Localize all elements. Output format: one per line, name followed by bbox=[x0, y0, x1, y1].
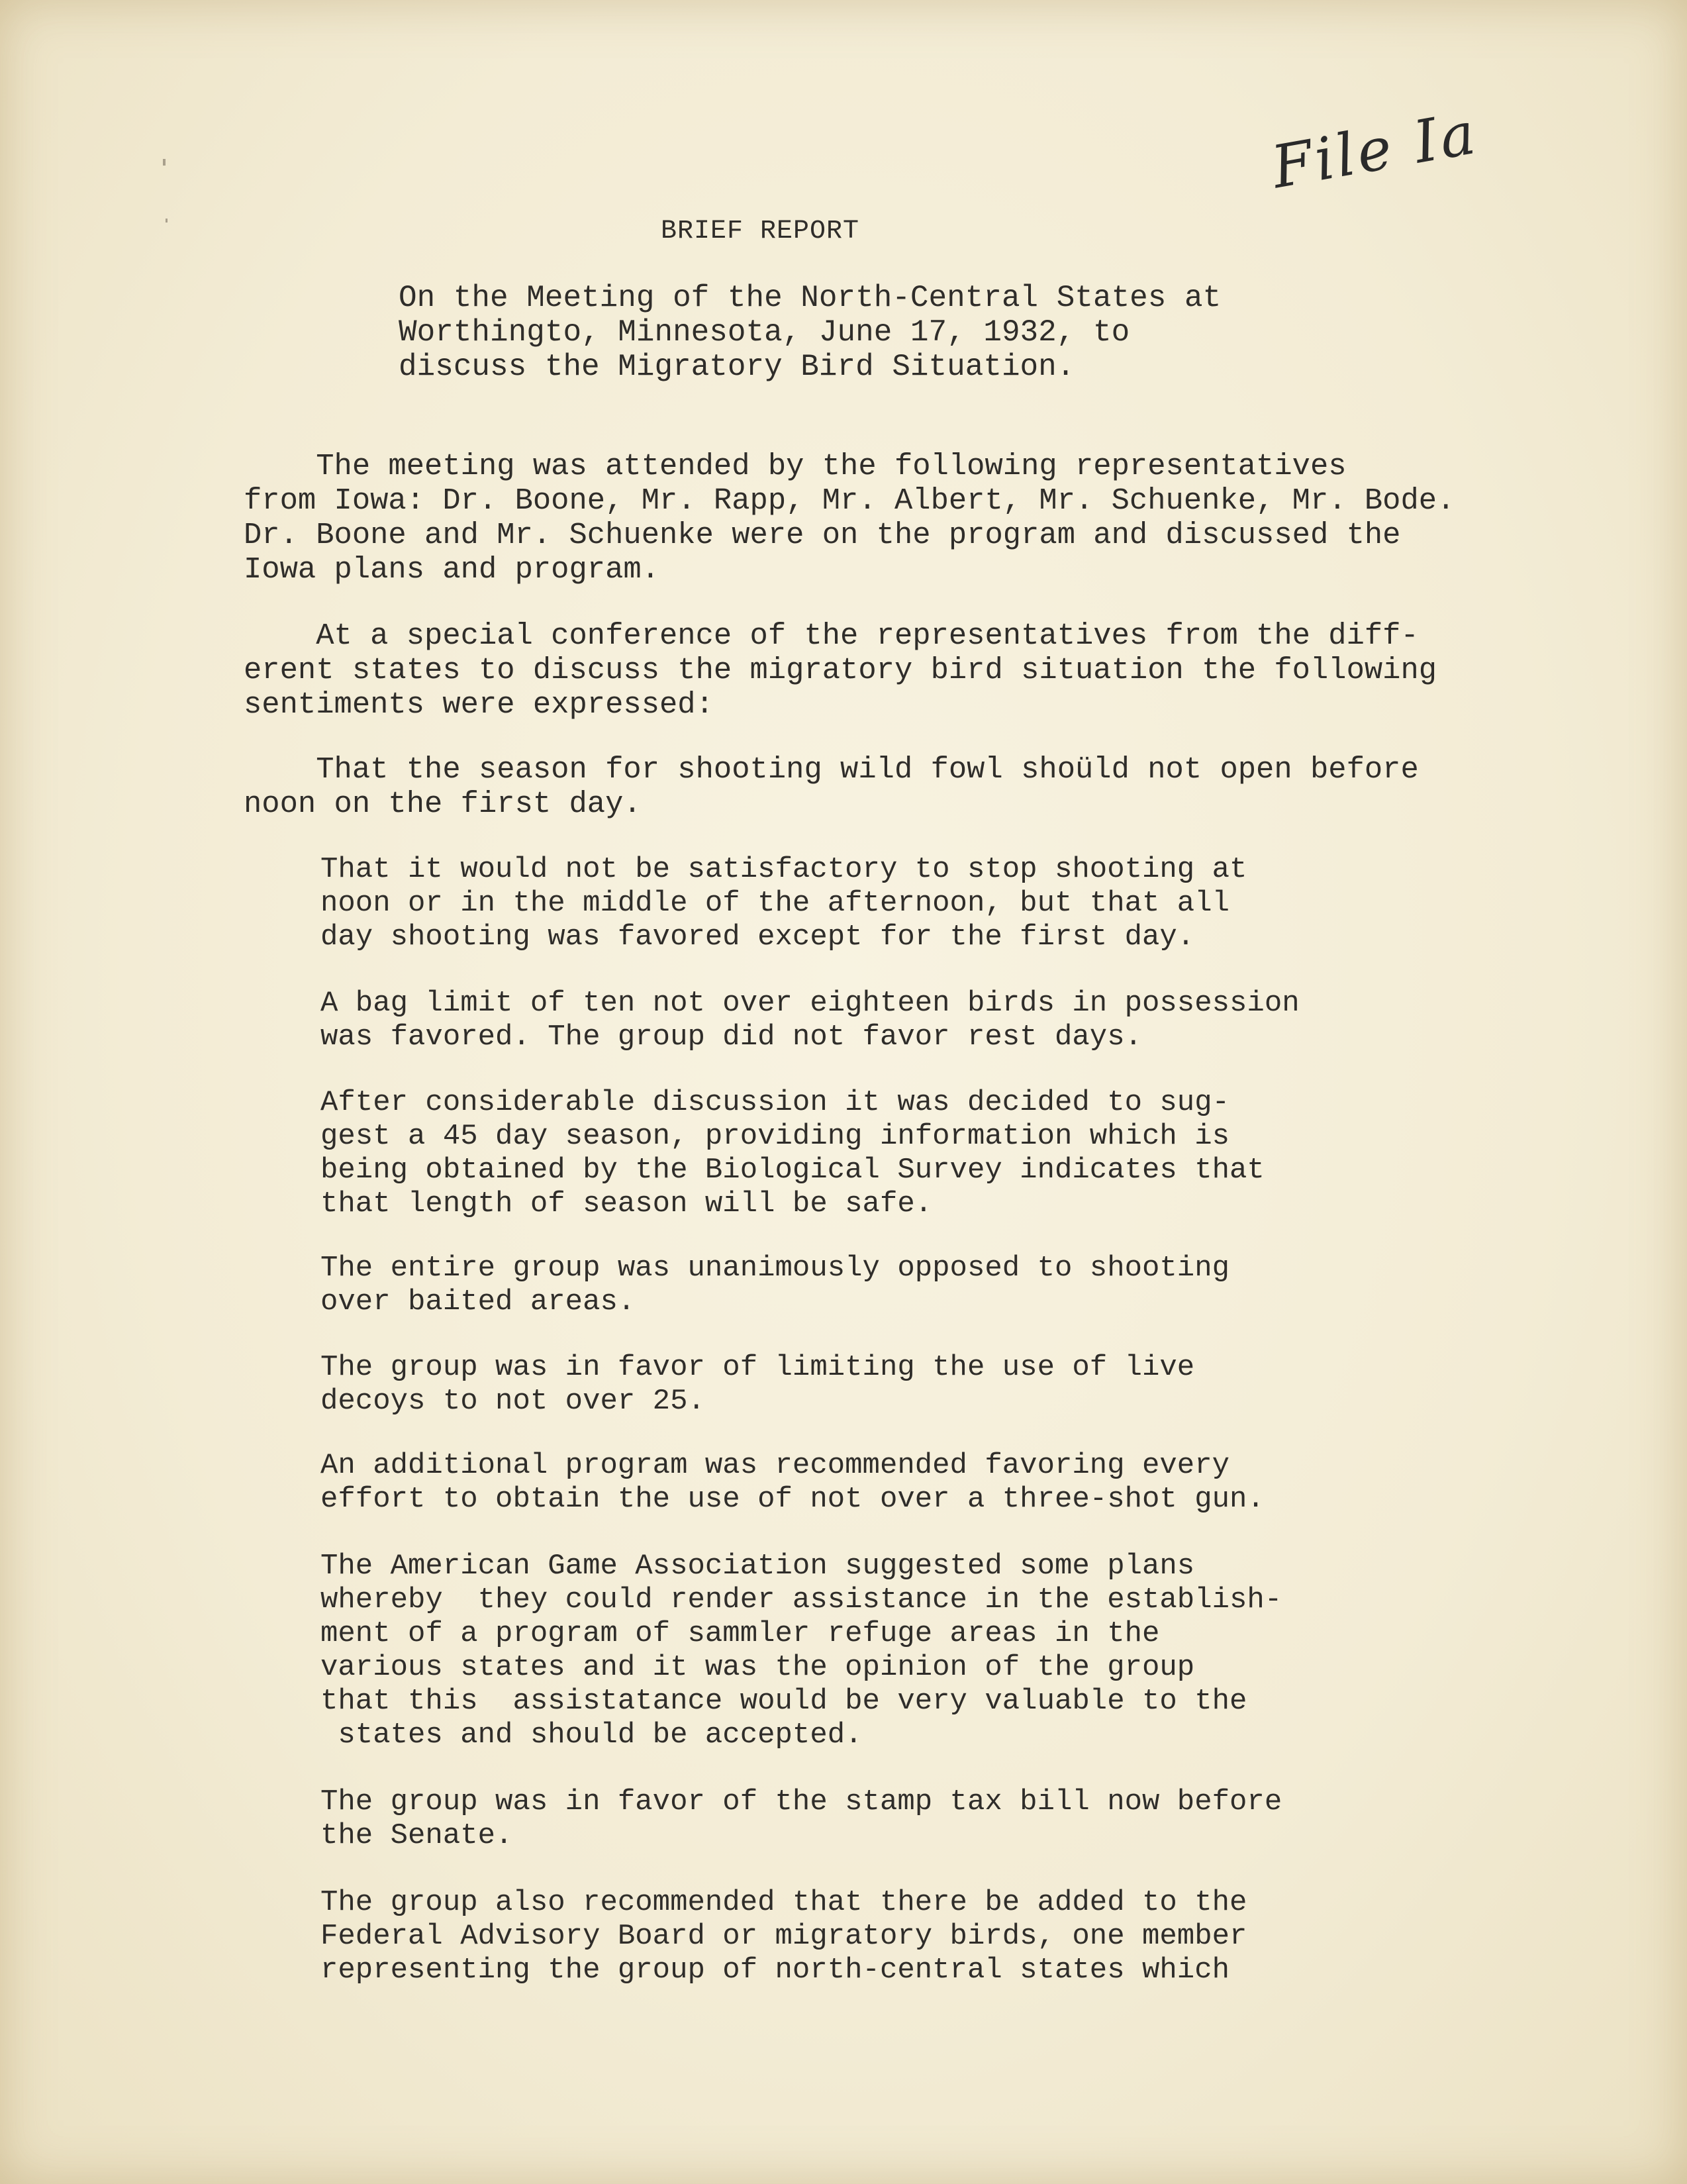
report-subtitle: On the Meeting of the North-Central States at Worthingto, Minnesota, June 17, 1932, to discuss the Migratory Bird Situation. bbox=[399, 281, 1222, 384]
paragraph-shooting-hours: That it would not be satisfactory to stop shooting at noon or in the middle of the afternoon, but that all day shooting was favored except for the first day. bbox=[320, 853, 1247, 954]
paragraph-season-opening: That the season for shooting wild fowl shoüld not open before noon on the first day. bbox=[244, 752, 1419, 821]
paragraph-bag-limit: A bag limit of ten not over eighteen birds in possession was favored. The group did not favor rest days. bbox=[320, 987, 1300, 1054]
paragraph-attendees: The meeting was attended by the following representatives from Iowa: Dr. Boone, Mr. Rapp, Mr. Albert, Mr. Schuenke, Mr. Bode. Dr. Boone and Mr. Schuenke were on the program and discussed the Iowa plans and program. bbox=[244, 449, 1455, 587]
paragraph-three-shot-gun: An additional program was recommended favoring every effort to obtain the use of not over a three-shot gun. bbox=[320, 1449, 1265, 1516]
paragraph-baited-areas: The entire group was unanimously opposed to shooting over baited areas. bbox=[320, 1252, 1230, 1318]
paragraph-season-length: After considerable discussion it was decided to sug- gest a 45 day season, providing information which is being obtained by the Biological Survey indicates that that length of season will be safe. bbox=[320, 1086, 1265, 1220]
paragraph-stamp-tax-bill: The group was in favor of the stamp tax bill now before the Senate. bbox=[320, 1785, 1282, 1852]
handwritten-file-note: File Ia bbox=[1267, 98, 1483, 202]
margin-speck bbox=[166, 219, 168, 223]
paragraph-live-decoys: The group was in favor of limiting the use of live decoys to not over 25. bbox=[320, 1351, 1195, 1418]
paragraph-advisory-board: The group also recommended that there be added to the Federal Advisory Board or migratory birds, one member representing the group of north-central states which bbox=[320, 1886, 1247, 1987]
margin-speck bbox=[163, 159, 166, 166]
report-title: BRIEF REPORT bbox=[661, 217, 860, 246]
paragraph-refuge-areas: The American Game Association suggested some plans whereby they could render assistance in the establish- ment of a program of sammler refuge areas in the various states and it was the opinion of the group that this assistatance would be very valuable to the states and should be accepted. bbox=[320, 1550, 1282, 1752]
paragraph-special-conference: At a special conference of the representatives from the diff- erent states to discuss the migratory bird situation the following sentiments were expressed: bbox=[244, 619, 1437, 722]
